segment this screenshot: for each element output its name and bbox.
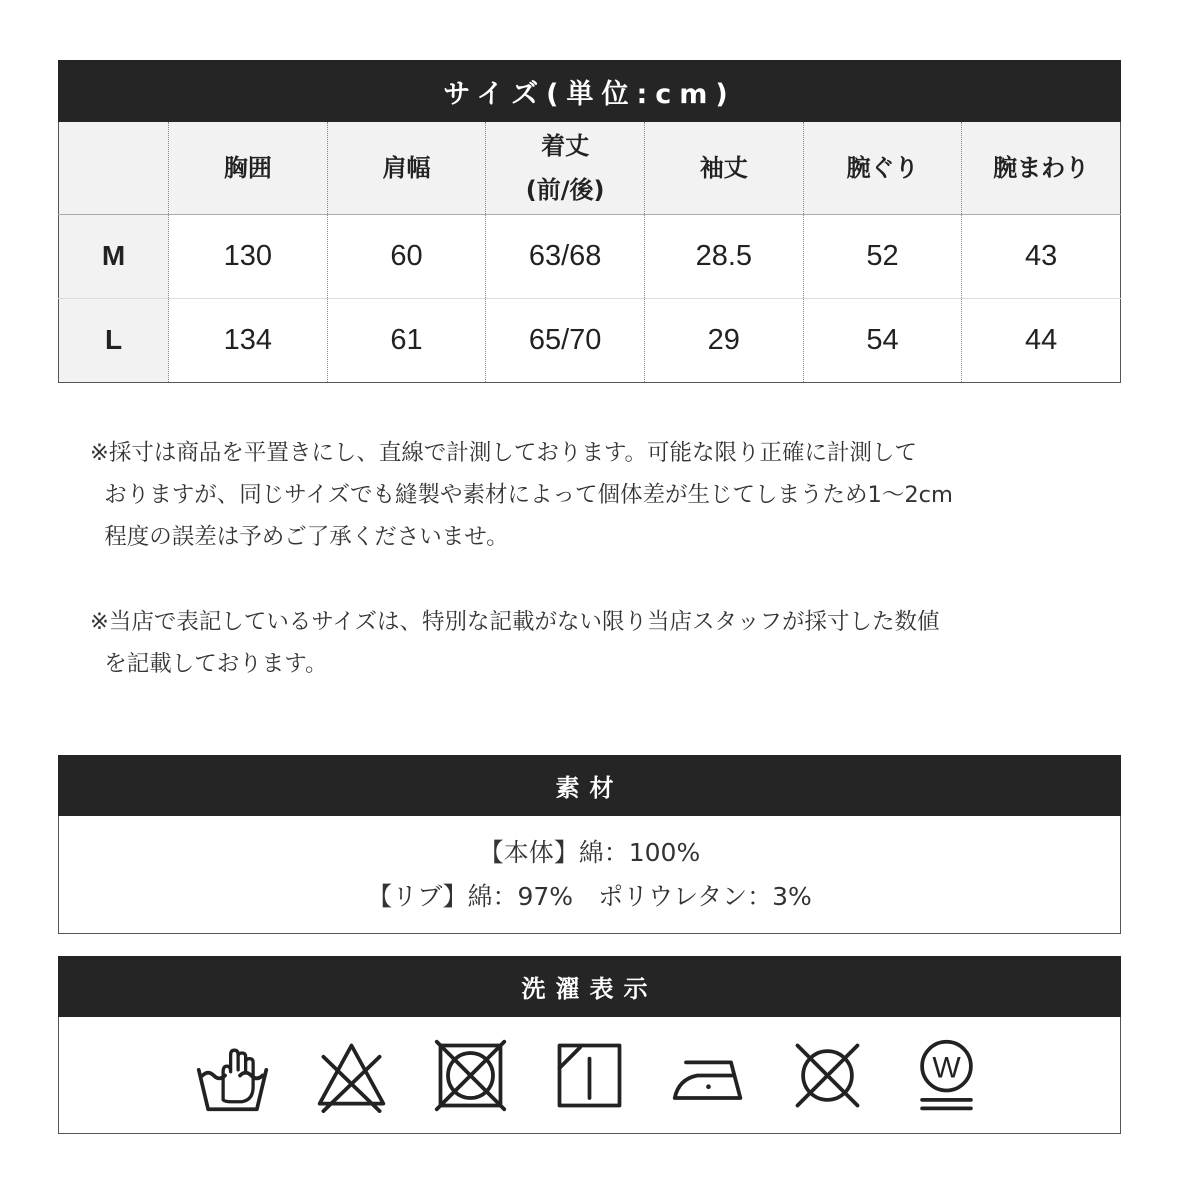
table-cell: 43 xyxy=(962,214,1121,298)
wet-clean-letter: W xyxy=(932,1050,961,1084)
column-header-sleeve: 袖丈 xyxy=(644,122,803,214)
size-table-header-row xyxy=(59,122,1121,214)
table-cell: 60 xyxy=(327,214,486,298)
no-bleach-icon xyxy=(314,1038,389,1113)
size-corner-cell xyxy=(59,122,169,214)
measurement-note: ※採寸は商品を平置きにし、直線で計測しております。可能な限り正確に計測して おりますが、同じサイズでも縫製や素材によって個体差が生じてしまうため1～2cm 程度の誤差は予めご了承くださいませ。 xyxy=(90,440,953,550)
size-section-title: サイズ(単位:cm) xyxy=(58,60,1121,122)
material-box xyxy=(58,816,1121,934)
table-cell: 52 xyxy=(803,214,962,298)
column-header-armhole: 腕ぐり xyxy=(803,122,962,214)
table-cell: 28.5 xyxy=(644,214,803,298)
care-section-title: 洗濯表示 xyxy=(58,956,1121,1017)
size-label: M xyxy=(59,214,169,298)
column-header-shoulder: 肩幅 xyxy=(327,122,486,214)
no-dry-clean-icon xyxy=(790,1038,865,1113)
column-header-chest: 胸囲 xyxy=(169,122,328,214)
hand-wash-icon xyxy=(195,1038,270,1113)
material-rib-line: 【リブ】綿：97% ポリウレタン：3% xyxy=(367,881,812,911)
table-cell: 29 xyxy=(644,298,803,382)
table-cell: 54 xyxy=(803,298,962,382)
iron-low-icon xyxy=(671,1038,746,1113)
care-icons-row xyxy=(58,1017,1121,1134)
size-source-note: ※当店で表記しているサイズは、特別な記載がない限り当店スタッフが採寸した数値 を記載しております。 xyxy=(90,609,940,677)
table-cell: 44 xyxy=(962,298,1121,382)
table-cell: 61 xyxy=(327,298,486,382)
drip-line-dry-icon xyxy=(552,1038,627,1113)
table-cell: 65/70 xyxy=(486,298,645,382)
table-row xyxy=(59,214,1121,298)
column-header-length: 着丈 (前/後) xyxy=(486,122,645,214)
material-section-title: 素材 xyxy=(58,755,1121,816)
table-cell: 130 xyxy=(169,214,328,298)
material-body-line: 【本体】綿：100% xyxy=(478,837,701,867)
table-row xyxy=(59,298,1121,382)
wet-clean-gentle-icon xyxy=(909,1038,984,1113)
size-table xyxy=(58,122,1121,383)
column-header-arm-circumference: 腕まわり xyxy=(962,122,1121,214)
table-cell: 63/68 xyxy=(486,214,645,298)
no-tumble-dry-icon xyxy=(433,1038,508,1113)
table-cell: 134 xyxy=(169,298,328,382)
size-label: L xyxy=(59,298,169,382)
